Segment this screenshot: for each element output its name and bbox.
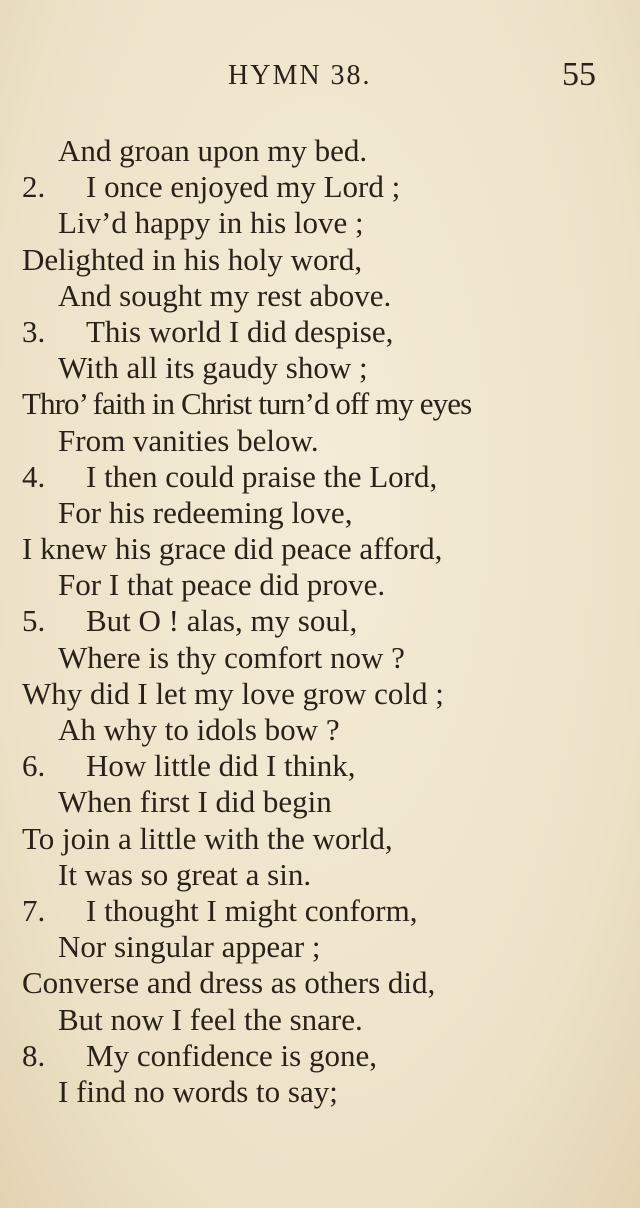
verse-line xyxy=(0,169,640,205)
verse-line: I knew his grace did peace afford, xyxy=(22,531,443,567)
verse-line xyxy=(0,748,640,784)
verse-number: 6. xyxy=(22,748,46,784)
verse-line: Why did I let my love grow cold ; xyxy=(22,675,444,711)
verse-line-text: I once enjoyed my Lord ; xyxy=(86,169,401,205)
verse-3 xyxy=(0,314,640,459)
verse-line: Where is thy comfort now ? xyxy=(58,639,405,675)
hymn-text xyxy=(0,133,640,1110)
verse-number: 4. xyxy=(22,458,46,494)
verse-7 xyxy=(0,893,640,1038)
verse-line-text: I thought I might conform, xyxy=(86,892,418,928)
verse-line: To join a little with the world, xyxy=(22,820,393,856)
verse-line-text: My confidence is gone, xyxy=(86,1037,377,1073)
verse-line xyxy=(0,893,640,929)
page-number: 55 xyxy=(562,56,596,93)
verse-number: 2. xyxy=(22,169,46,205)
verse-line xyxy=(0,603,640,639)
opening-line: And groan upon my bed. xyxy=(58,133,368,168)
verse-line: For I that peace did prove. xyxy=(58,567,386,603)
verse-5 xyxy=(0,603,640,748)
verse-line: For his redeeming love, xyxy=(58,494,353,530)
verse-line-text: How little did I think, xyxy=(86,748,356,784)
verse-number: 3. xyxy=(22,313,46,349)
verse-line xyxy=(0,459,640,495)
verse-line: I find no words to say; xyxy=(58,1073,338,1109)
verse-2 xyxy=(0,169,640,314)
verse-line-text: This world I did despise, xyxy=(86,313,394,349)
verse-line: When first I did begin xyxy=(58,784,332,820)
verse-number: 5. xyxy=(22,603,46,639)
verse-8 xyxy=(0,1038,640,1110)
verse-line: Nor singular appear ; xyxy=(58,929,321,965)
verse-line-text: I then could praise the Lord, xyxy=(86,458,438,494)
verse-line-text: But O ! alas, my soul, xyxy=(86,603,358,639)
verse-line: But now I feel the snare. xyxy=(58,1001,363,1037)
verse-line: Liv’d happy in his love ; xyxy=(58,205,364,241)
verse-line: And sought my rest above. xyxy=(58,277,392,313)
verse-number: 7. xyxy=(22,892,46,928)
verse-4 xyxy=(0,459,640,604)
verse-line: Delighted in his holy word, xyxy=(22,241,363,277)
verse-line: Ah why to idols bow ? xyxy=(58,712,340,747)
verse-line: Thro’ faith in Christ turn’d off my eyes xyxy=(22,386,472,422)
verse-line xyxy=(0,1038,640,1074)
page-header xyxy=(0,56,640,100)
verse-line: Converse and dress as others did, xyxy=(22,965,436,1001)
verse-line xyxy=(0,314,640,350)
verse-6 xyxy=(0,748,640,893)
running-head: HYMN 38. xyxy=(228,60,372,91)
verse-line: With all its gaudy show ; xyxy=(58,350,368,386)
verse-line: It was so great a sin. xyxy=(58,856,312,892)
verse-number: 8. xyxy=(22,1037,46,1073)
verse-line: From vanities below. xyxy=(58,422,319,458)
